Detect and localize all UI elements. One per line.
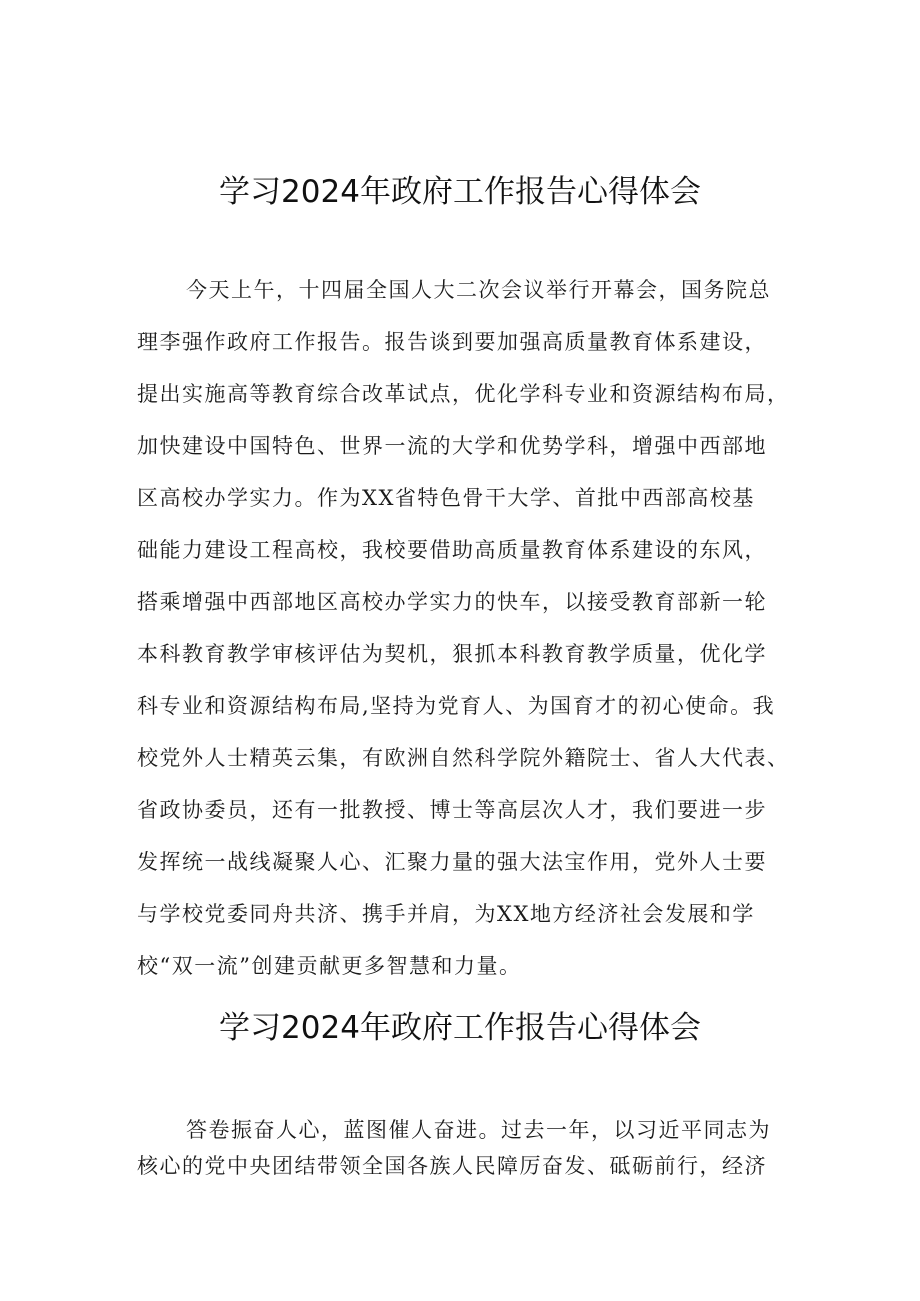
paragraph-line: 省政协委员，还有一批教授、博士等高层次人才，我们要进一步 bbox=[137, 798, 767, 822]
paragraph-line: 发挥统一战线凝聚人心、汇聚力量的强大法宝作用，党外人士要 bbox=[137, 850, 767, 874]
paragraph-line: 提出实施高等教育综合改革试点，优化学科专业和资源结构布局， bbox=[137, 382, 790, 406]
paragraph-line: 与学校党委同舟共济、携手并肩，为XX地方经济社会发展和学 bbox=[137, 902, 755, 926]
document-title: 学习2024年政府工作报告心得体会 bbox=[219, 174, 701, 210]
paragraph-line: 理李强作政府工作报告。报告谈到要加强高质量教育体系建设， bbox=[137, 330, 767, 354]
paragraph-line: 校党外人士精英云集，有欧洲自然科学院外籍院士、省人大代表、 bbox=[137, 746, 790, 770]
document-title-2: 学习2024年政府工作报告心得体会 bbox=[219, 1010, 701, 1046]
paragraph-line: 搭乘增强中西部地区高校办学实力的快车，以接受教育部新一轮 bbox=[137, 590, 767, 614]
paragraph-line: 校“双一流”创建贡献更多智慧和力量。 bbox=[137, 954, 522, 978]
paragraph-line: 本科教育教学审核评估为契机，狠抓本科教育教学质量，优化学 bbox=[137, 642, 767, 666]
paragraph-line: 础能力建设工程高校，我校要借助高质量教育体系建设的东风， bbox=[137, 538, 767, 562]
paragraph-line: 区高校办学实力。作为XX省特色骨干大学、首批中西部高校基 bbox=[137, 486, 755, 510]
paragraph-line: 答卷振奋人心，蓝图催人奋进。过去一年，以习近平同志为 bbox=[186, 1118, 771, 1142]
paragraph-line: 核心的党中央团结带领全国各族人民障厉奋发、砥砺前行，经济 bbox=[137, 1154, 767, 1178]
paragraph-line: 科专业和资源结构布局,坚持为党育人、为国育才的初心使命。我 bbox=[137, 694, 776, 718]
paragraph-line: 加快建设中国特色、世界一流的大学和优势学科，增强中西部地 bbox=[137, 434, 767, 458]
paragraph-line: 今天上午，十四届全国人大二次会议举行开幕会，国务院总 bbox=[186, 278, 771, 302]
